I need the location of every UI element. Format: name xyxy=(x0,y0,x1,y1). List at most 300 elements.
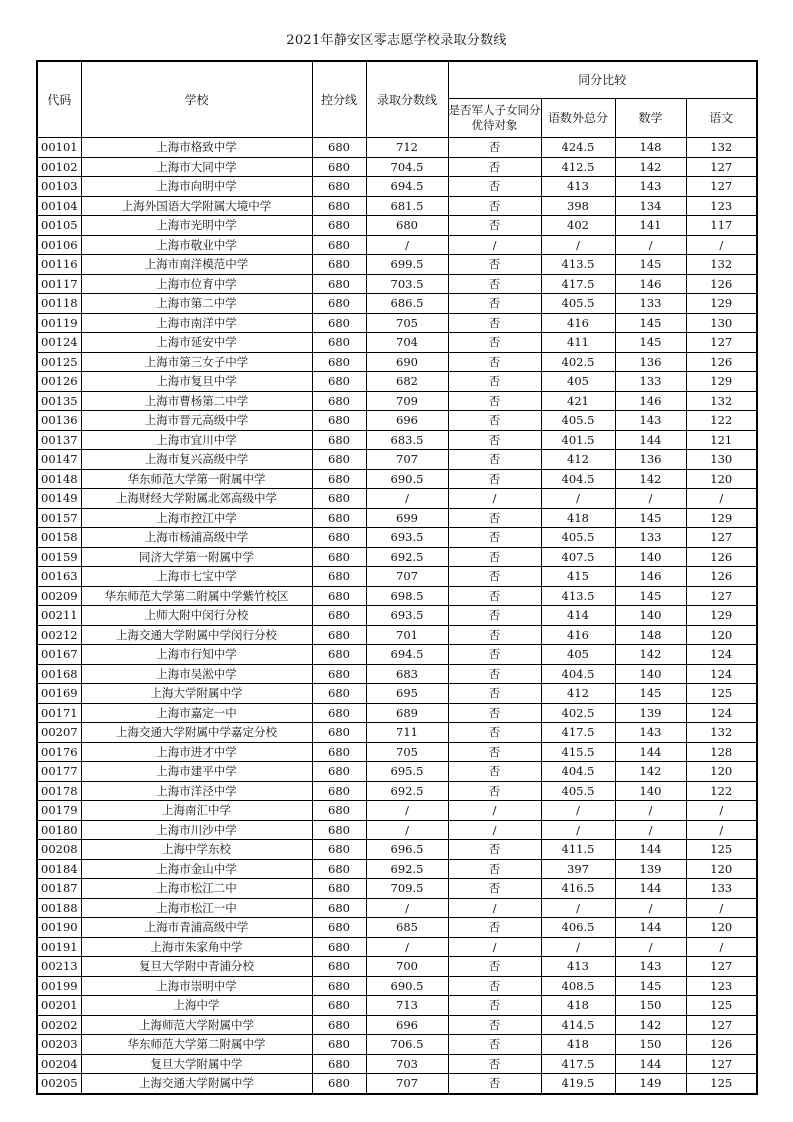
header-same-score-comparison: 同分比较 xyxy=(448,61,757,99)
cell-total-score: 417.5 xyxy=(541,274,615,294)
cell-admission-score: 683.5 xyxy=(366,430,448,450)
table-body xyxy=(37,138,757,1094)
cell-school: 上海市吴淞中学 xyxy=(81,664,312,684)
cell-total-score: 406.5 xyxy=(541,918,615,938)
cell-code: 00177 xyxy=(37,762,81,782)
cell-total-score: 405 xyxy=(541,372,615,392)
cell-military-priority: 否 xyxy=(448,625,541,645)
cell-total-score: 416 xyxy=(541,313,615,333)
cell-total-score: 398 xyxy=(541,196,615,216)
cell-admission-score: 704.5 xyxy=(366,157,448,177)
cell-school: 上海市曹杨第二中学 xyxy=(81,391,312,411)
cell-admission-score: 707 xyxy=(366,450,448,470)
cell-total-score: 404.5 xyxy=(541,469,615,489)
cell-military-priority: 否 xyxy=(448,918,541,938)
cell-school: 上海市嘉定一中 xyxy=(81,703,312,723)
cell-control-line: 680 xyxy=(312,937,366,957)
cell-school: 上海市南洋模范中学 xyxy=(81,255,312,275)
table-row xyxy=(37,859,757,879)
cell-total-score: 411.5 xyxy=(541,840,615,860)
cell-chinese: 132 xyxy=(686,723,757,743)
cell-math: 145 xyxy=(615,976,686,996)
cell-school: 上海中学东校 xyxy=(81,840,312,860)
cell-control-line: 680 xyxy=(312,586,366,606)
cell-school: 上海市崇明中学 xyxy=(81,976,312,996)
cell-chinese: / xyxy=(686,235,757,255)
cell-admission-score: / xyxy=(366,937,448,957)
cell-code: 00125 xyxy=(37,352,81,372)
cell-code: 00212 xyxy=(37,625,81,645)
cell-admission-score: 690.5 xyxy=(366,976,448,996)
table-row xyxy=(37,372,757,392)
table-row xyxy=(37,820,757,840)
cell-code: 00119 xyxy=(37,313,81,333)
cell-military-priority: 否 xyxy=(448,508,541,528)
cell-school: 上海交通大学附属中学嘉定分校 xyxy=(81,723,312,743)
cell-school: 上海市光明中学 xyxy=(81,216,312,236)
header-admission-score: 录取分数线 xyxy=(366,61,448,138)
cell-control-line: 680 xyxy=(312,138,366,158)
cell-control-line: 680 xyxy=(312,820,366,840)
cell-school: 上海交通大学附属中学 xyxy=(81,1074,312,1094)
cell-math: 150 xyxy=(615,1035,686,1055)
table-row xyxy=(37,1035,757,1055)
cell-school: 上海市建平中学 xyxy=(81,762,312,782)
cell-code: 00103 xyxy=(37,177,81,197)
cell-admission-score: 705 xyxy=(366,742,448,762)
cell-total-score: 415.5 xyxy=(541,742,615,762)
cell-chinese: 127 xyxy=(686,586,757,606)
table-row xyxy=(37,489,757,509)
table-row xyxy=(37,976,757,996)
cell-military-priority: 否 xyxy=(448,177,541,197)
cell-chinese: / xyxy=(686,937,757,957)
cell-admission-score: 695.5 xyxy=(366,762,448,782)
cell-military-priority: 否 xyxy=(448,742,541,762)
cell-code: 00135 xyxy=(37,391,81,411)
cell-military-priority: / xyxy=(448,489,541,509)
cell-admission-score: / xyxy=(366,898,448,918)
cell-chinese: 126 xyxy=(686,547,757,567)
cell-control-line: 680 xyxy=(312,996,366,1016)
cell-military-priority: 否 xyxy=(448,430,541,450)
cell-code: 00178 xyxy=(37,781,81,801)
cell-math: 140 xyxy=(615,606,686,626)
table-row xyxy=(37,684,757,704)
cell-code: 00163 xyxy=(37,567,81,587)
cell-math: / xyxy=(615,937,686,957)
cell-school: 上海中学 xyxy=(81,996,312,1016)
cell-control-line: 680 xyxy=(312,372,366,392)
cell-control-line: 680 xyxy=(312,762,366,782)
cell-math: 146 xyxy=(615,567,686,587)
cell-school: 上海财经大学附属北郊高级中学 xyxy=(81,489,312,509)
cell-chinese: 128 xyxy=(686,742,757,762)
cell-code: 00213 xyxy=(37,957,81,977)
cell-military-priority: 否 xyxy=(448,333,541,353)
cell-school: 华东师范大学第二附属中学 xyxy=(81,1035,312,1055)
cell-code: 00116 xyxy=(37,255,81,275)
cell-total-score: 416 xyxy=(541,625,615,645)
cell-code: 00171 xyxy=(37,703,81,723)
cell-control-line: 680 xyxy=(312,976,366,996)
table-row xyxy=(37,762,757,782)
header-school: 学校 xyxy=(81,61,312,138)
cell-admission-score: 707 xyxy=(366,1074,448,1094)
cell-admission-score: / xyxy=(366,235,448,255)
table-row xyxy=(37,664,757,684)
cell-math: 144 xyxy=(615,1054,686,1074)
cell-math: 144 xyxy=(615,918,686,938)
cell-control-line: 680 xyxy=(312,430,366,450)
cell-math: / xyxy=(615,235,686,255)
cell-chinese: 126 xyxy=(686,352,757,372)
cell-control-line: 680 xyxy=(312,1035,366,1055)
header-math: 数学 xyxy=(615,99,686,138)
cell-total-score: 413 xyxy=(541,177,615,197)
table-row xyxy=(37,606,757,626)
cell-math: 142 xyxy=(615,645,686,665)
cell-code: 00157 xyxy=(37,508,81,528)
cell-military-priority: 否 xyxy=(448,138,541,158)
cell-math: 148 xyxy=(615,138,686,158)
table-row xyxy=(37,781,757,801)
cell-control-line: 680 xyxy=(312,489,366,509)
cell-chinese: 126 xyxy=(686,567,757,587)
cell-total-score: 414 xyxy=(541,606,615,626)
cell-code: 00117 xyxy=(37,274,81,294)
cell-admission-score: 686.5 xyxy=(366,294,448,314)
cell-admission-score: 698.5 xyxy=(366,586,448,606)
cell-total-score: 402.5 xyxy=(541,703,615,723)
cell-math: 142 xyxy=(615,1015,686,1035)
cell-control-line: 680 xyxy=(312,664,366,684)
table-row xyxy=(37,918,757,938)
cell-admission-score: 681.5 xyxy=(366,196,448,216)
cell-admission-score: 696 xyxy=(366,1015,448,1035)
cell-total-score: / xyxy=(541,820,615,840)
cell-chinese: / xyxy=(686,898,757,918)
table-row xyxy=(37,450,757,470)
cell-math: 133 xyxy=(615,528,686,548)
cell-admission-score: 690 xyxy=(366,352,448,372)
table-row xyxy=(37,430,757,450)
table-row xyxy=(37,1015,757,1035)
cell-military-priority: 否 xyxy=(448,196,541,216)
table-row xyxy=(37,547,757,567)
cell-chinese: 127 xyxy=(686,1054,757,1074)
cell-school: 上海大学附属中学 xyxy=(81,684,312,704)
cell-math: 143 xyxy=(615,957,686,977)
cell-military-priority: 否 xyxy=(448,567,541,587)
table-row xyxy=(37,723,757,743)
cell-total-score: 413.5 xyxy=(541,586,615,606)
cell-code: 00208 xyxy=(37,840,81,860)
cell-military-priority: 否 xyxy=(448,703,541,723)
cell-school: 上海南汇中学 xyxy=(81,801,312,821)
cell-chinese: 130 xyxy=(686,313,757,333)
cell-chinese: 121 xyxy=(686,430,757,450)
cell-school: 上海市川沙中学 xyxy=(81,820,312,840)
header-total-score: 语数外总分 xyxy=(541,99,615,138)
cell-math: 142 xyxy=(615,157,686,177)
cell-military-priority: 否 xyxy=(448,157,541,177)
cell-total-score: 401.5 xyxy=(541,430,615,450)
table-row xyxy=(37,996,757,1016)
cell-control-line: 680 xyxy=(312,177,366,197)
cell-school: 上海交通大学附属中学闵行分校 xyxy=(81,625,312,645)
cell-admission-score: 713 xyxy=(366,996,448,1016)
cell-admission-score: / xyxy=(366,801,448,821)
cell-school: 上海市延安中学 xyxy=(81,333,312,353)
cell-total-score: 405.5 xyxy=(541,294,615,314)
table-row xyxy=(37,274,757,294)
cell-chinese: 129 xyxy=(686,372,757,392)
table-row xyxy=(37,645,757,665)
cell-total-score: 411 xyxy=(541,333,615,353)
cell-chinese: 120 xyxy=(686,762,757,782)
cell-math: / xyxy=(615,489,686,509)
cell-total-score: 419.5 xyxy=(541,1074,615,1094)
table-row xyxy=(37,586,757,606)
cell-total-score: 407.5 xyxy=(541,547,615,567)
cell-school: 上海市第三女子中学 xyxy=(81,352,312,372)
cell-chinese: 129 xyxy=(686,508,757,528)
cell-control-line: 680 xyxy=(312,1074,366,1094)
cell-code: 00202 xyxy=(37,1015,81,1035)
cell-military-priority: 否 xyxy=(448,469,541,489)
cell-school: 上海市七宝中学 xyxy=(81,567,312,587)
cell-total-score: 405.5 xyxy=(541,781,615,801)
cell-chinese: 122 xyxy=(686,411,757,431)
cell-code: 00159 xyxy=(37,547,81,567)
cell-military-priority: 否 xyxy=(448,1035,541,1055)
cell-military-priority: 否 xyxy=(448,274,541,294)
table-row xyxy=(37,411,757,431)
cell-chinese: 122 xyxy=(686,781,757,801)
cell-code: 00147 xyxy=(37,450,81,470)
cell-control-line: 680 xyxy=(312,196,366,216)
cell-total-score: 413.5 xyxy=(541,255,615,275)
cell-control-line: 680 xyxy=(312,216,366,236)
table-row xyxy=(37,255,757,275)
cell-code: 00136 xyxy=(37,411,81,431)
cell-control-line: 680 xyxy=(312,742,366,762)
cell-admission-score: 694.5 xyxy=(366,645,448,665)
cell-math: 145 xyxy=(615,313,686,333)
cell-school: 上师大附中闵行分校 xyxy=(81,606,312,626)
cell-code: 00169 xyxy=(37,684,81,704)
cell-control-line: 680 xyxy=(312,352,366,372)
cell-control-line: 680 xyxy=(312,508,366,528)
table-row xyxy=(37,528,757,548)
cell-admission-score: 683 xyxy=(366,664,448,684)
cell-school: 上海市晋元高级中学 xyxy=(81,411,312,431)
cell-control-line: 680 xyxy=(312,684,366,704)
cell-total-score: 402.5 xyxy=(541,352,615,372)
cell-control-line: 680 xyxy=(312,547,366,567)
cell-code: 00184 xyxy=(37,859,81,879)
cell-military-priority: 否 xyxy=(448,684,541,704)
cell-military-priority: 否 xyxy=(448,645,541,665)
cell-admission-score: 703 xyxy=(366,1054,448,1074)
cell-military-priority: 否 xyxy=(448,976,541,996)
cell-school: 上海市格致中学 xyxy=(81,138,312,158)
cell-chinese: 126 xyxy=(686,1035,757,1055)
cell-total-score: / xyxy=(541,937,615,957)
admission-score-table xyxy=(36,60,758,1095)
cell-math: 142 xyxy=(615,762,686,782)
cell-admission-score: 695 xyxy=(366,684,448,704)
cell-control-line: 680 xyxy=(312,333,366,353)
cell-chinese: / xyxy=(686,489,757,509)
table-row xyxy=(37,1054,757,1074)
cell-control-line: 680 xyxy=(312,801,366,821)
cell-math: 144 xyxy=(615,430,686,450)
cell-chinese: 120 xyxy=(686,859,757,879)
cell-military-priority: 否 xyxy=(448,996,541,1016)
cell-math: 139 xyxy=(615,859,686,879)
cell-code: 00201 xyxy=(37,996,81,1016)
table-row xyxy=(37,742,757,762)
cell-admission-score: 701 xyxy=(366,625,448,645)
cell-math: 140 xyxy=(615,781,686,801)
cell-school: 上海市洋泾中学 xyxy=(81,781,312,801)
cell-control-line: 680 xyxy=(312,294,366,314)
cell-total-score: / xyxy=(541,235,615,255)
cell-total-score: / xyxy=(541,489,615,509)
cell-code: 00126 xyxy=(37,372,81,392)
cell-control-line: 680 xyxy=(312,645,366,665)
cell-school: 上海市复旦中学 xyxy=(81,372,312,392)
cell-code: 00137 xyxy=(37,430,81,450)
header-chinese: 语文 xyxy=(686,99,757,138)
cell-math: 146 xyxy=(615,391,686,411)
cell-code: 00199 xyxy=(37,976,81,996)
cell-military-priority: 否 xyxy=(448,586,541,606)
cell-total-score: 402 xyxy=(541,216,615,236)
cell-admission-score: / xyxy=(366,489,448,509)
header-code: 代码 xyxy=(37,61,81,138)
cell-military-priority: 否 xyxy=(448,294,541,314)
cell-control-line: 680 xyxy=(312,567,366,587)
cell-military-priority: 否 xyxy=(448,781,541,801)
cell-control-line: 680 xyxy=(312,859,366,879)
table-row xyxy=(37,235,757,255)
cell-chinese: 127 xyxy=(686,157,757,177)
table-row xyxy=(37,313,757,333)
cell-school: 上海市进才中学 xyxy=(81,742,312,762)
cell-chinese: / xyxy=(686,820,757,840)
cell-total-score: 404.5 xyxy=(541,762,615,782)
cell-chinese: 130 xyxy=(686,450,757,470)
cell-control-line: 680 xyxy=(312,703,366,723)
cell-chinese: 123 xyxy=(686,976,757,996)
cell-military-priority: 否 xyxy=(448,762,541,782)
cell-chinese: 127 xyxy=(686,333,757,353)
cell-military-priority: 否 xyxy=(448,372,541,392)
cell-code: 00190 xyxy=(37,918,81,938)
cell-admission-score: / xyxy=(366,820,448,840)
cell-total-score: 416.5 xyxy=(541,879,615,899)
cell-code: 00211 xyxy=(37,606,81,626)
table-row xyxy=(37,196,757,216)
cell-chinese: 120 xyxy=(686,625,757,645)
cell-math: / xyxy=(615,898,686,918)
cell-control-line: 680 xyxy=(312,781,366,801)
cell-chinese: 132 xyxy=(686,138,757,158)
cell-military-priority: / xyxy=(448,801,541,821)
cell-chinese: 127 xyxy=(686,1015,757,1035)
cell-math: 150 xyxy=(615,996,686,1016)
cell-code: 00203 xyxy=(37,1035,81,1055)
cell-school: 上海市复兴高级中学 xyxy=(81,450,312,470)
cell-military-priority: 否 xyxy=(448,547,541,567)
cell-military-priority: 否 xyxy=(448,879,541,899)
cell-total-score: 412.5 xyxy=(541,157,615,177)
table-row xyxy=(37,937,757,957)
cell-chinese: 127 xyxy=(686,528,757,548)
table-row xyxy=(37,469,757,489)
cell-total-score: 408.5 xyxy=(541,976,615,996)
cell-control-line: 680 xyxy=(312,255,366,275)
cell-admission-score: 694.5 xyxy=(366,177,448,197)
cell-admission-score: 692.5 xyxy=(366,781,448,801)
header-control-line: 控分线 xyxy=(312,61,366,138)
cell-code: 00104 xyxy=(37,196,81,216)
cell-total-score: 405 xyxy=(541,645,615,665)
table-row xyxy=(37,957,757,977)
cell-chinese: 125 xyxy=(686,840,757,860)
cell-math: 142 xyxy=(615,469,686,489)
cell-military-priority: 否 xyxy=(448,664,541,684)
cell-chinese: 129 xyxy=(686,294,757,314)
cell-code: 00102 xyxy=(37,157,81,177)
cell-control-line: 680 xyxy=(312,391,366,411)
cell-code: 00204 xyxy=(37,1054,81,1074)
cell-total-score: 414.5 xyxy=(541,1015,615,1035)
cell-admission-score: 707 xyxy=(366,567,448,587)
cell-military-priority: 否 xyxy=(448,450,541,470)
cell-control-line: 680 xyxy=(312,606,366,626)
cell-school: 上海市松江一中 xyxy=(81,898,312,918)
cell-math: 136 xyxy=(615,450,686,470)
cell-admission-score: 685 xyxy=(366,918,448,938)
cell-control-line: 680 xyxy=(312,918,366,938)
cell-school: 上海市敬业中学 xyxy=(81,235,312,255)
cell-chinese: 125 xyxy=(686,996,757,1016)
cell-school: 上海市大同中学 xyxy=(81,157,312,177)
table-row xyxy=(37,703,757,723)
cell-chinese: 132 xyxy=(686,391,757,411)
cell-admission-score: 690.5 xyxy=(366,469,448,489)
cell-admission-score: 682 xyxy=(366,372,448,392)
cell-control-line: 680 xyxy=(312,469,366,489)
cell-military-priority: / xyxy=(448,898,541,918)
cell-control-line: 680 xyxy=(312,723,366,743)
cell-military-priority: 否 xyxy=(448,957,541,977)
cell-math: 143 xyxy=(615,723,686,743)
cell-math: 145 xyxy=(615,508,686,528)
cell-chinese: 120 xyxy=(686,469,757,489)
cell-math: 140 xyxy=(615,547,686,567)
cell-admission-score: 703.5 xyxy=(366,274,448,294)
cell-total-score: 397 xyxy=(541,859,615,879)
cell-school: 上海市南洋中学 xyxy=(81,313,312,333)
cell-math: 144 xyxy=(615,840,686,860)
cell-control-line: 680 xyxy=(312,625,366,645)
cell-chinese: 124 xyxy=(686,703,757,723)
